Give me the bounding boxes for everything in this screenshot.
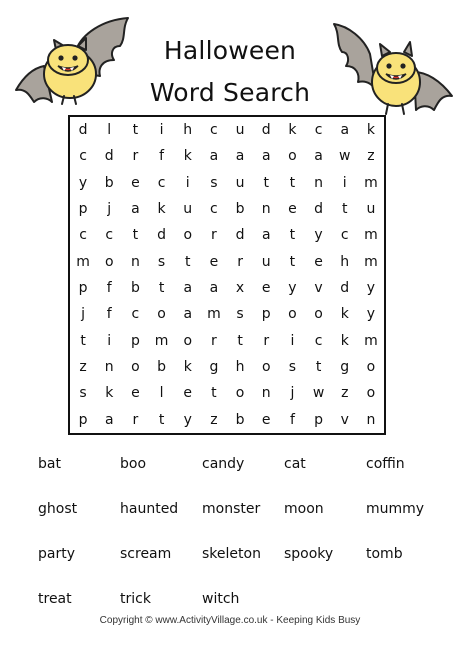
grid-letter: y xyxy=(366,280,376,297)
word-list-item: cat xyxy=(284,456,306,472)
grid-letter: a xyxy=(104,411,114,428)
grid-letter: a xyxy=(209,148,219,165)
grid-letter: n xyxy=(130,253,140,270)
grid-letter: l xyxy=(107,122,112,139)
grid-letter: t xyxy=(184,253,191,270)
grid-letter: r xyxy=(211,332,217,349)
grid-letter: o xyxy=(366,385,376,402)
grid-letter: a xyxy=(261,148,271,165)
grid-letter: i xyxy=(342,174,347,191)
grid-letter: e xyxy=(209,253,219,270)
grid-letter: d xyxy=(235,227,245,244)
grid-letter: u xyxy=(183,201,193,218)
grid-letter: l xyxy=(159,385,164,402)
grid-letter: k xyxy=(157,201,166,218)
grid-letter: m xyxy=(364,332,378,349)
grid-letter: r xyxy=(237,253,243,270)
word-list-item: boo xyxy=(120,456,147,472)
grid-letter: h xyxy=(235,359,245,376)
grid-letter: e xyxy=(131,174,140,191)
grid-letter: t xyxy=(211,385,217,402)
word-list-item: witch xyxy=(202,591,240,607)
grid-letter: n xyxy=(261,385,271,402)
grid-letter: d xyxy=(314,201,324,218)
grid-letter: d xyxy=(78,122,88,139)
page-title-line-2: Word Search xyxy=(149,78,311,107)
word-list-item: coffin xyxy=(366,456,405,472)
grid-letter: j xyxy=(81,306,86,323)
grid-letter: o xyxy=(131,359,140,376)
grid-letter: o xyxy=(183,332,193,349)
grid-letter: a xyxy=(261,227,271,244)
word-list-item: party xyxy=(38,546,75,562)
grid-letter: o xyxy=(235,385,245,402)
grid-letter: k xyxy=(366,122,375,139)
grid-letter: o xyxy=(261,359,271,376)
grid-letter: t xyxy=(158,411,165,428)
bat-illustration-right xyxy=(330,14,456,124)
grid-letter: c xyxy=(314,332,323,349)
grid-letter: a xyxy=(235,148,245,165)
grid-letter: c xyxy=(314,122,323,139)
grid-letter: k xyxy=(340,332,349,349)
grid-letter: f xyxy=(106,306,112,323)
grid-letter: s xyxy=(288,359,297,376)
grid-letter: d xyxy=(104,148,114,165)
grid-letter: t xyxy=(237,332,243,349)
grid-letter: j xyxy=(290,385,295,402)
grid-letter: a xyxy=(131,201,140,218)
word-list-item: trick xyxy=(120,591,151,607)
word-list-item: tomb xyxy=(366,546,403,562)
grid-letter: v xyxy=(340,411,349,428)
grid-letter: b xyxy=(235,411,245,428)
grid-letter: t xyxy=(158,280,165,297)
grid-letter: h xyxy=(183,122,193,139)
grid-letter: t xyxy=(289,227,296,244)
grid-letter: a xyxy=(209,280,219,297)
copyright-notice: Copyright © www.ActivityVillage.co.uk - Keeping Kids Busy xyxy=(99,615,361,626)
grid-letter: c xyxy=(210,201,218,218)
grid-letter: c xyxy=(210,122,218,139)
grid-letter: o xyxy=(366,359,376,376)
grid-letter: v xyxy=(314,280,323,297)
grid-letter: g xyxy=(340,359,350,376)
word-list-item: treat xyxy=(38,591,72,607)
grid-letter: m xyxy=(364,227,378,244)
grid-letter: t xyxy=(132,122,139,139)
grid-letter: z xyxy=(367,148,375,165)
grid-letter: b xyxy=(104,174,114,191)
grid-letter: u xyxy=(235,122,245,139)
word-list-item: haunted xyxy=(120,501,179,517)
grid-letter: e xyxy=(183,385,193,402)
grid-letter: i xyxy=(185,174,190,191)
grid-letter: y xyxy=(78,174,88,191)
grid-letter: r xyxy=(211,227,217,244)
grid-letter: m xyxy=(364,253,378,270)
grid-letter: d xyxy=(261,122,271,139)
grid-letter: i xyxy=(107,332,112,349)
grid-letter: o xyxy=(288,306,297,323)
grid-letter: s xyxy=(210,174,218,191)
grid-letter: s xyxy=(79,385,87,402)
word-list-item: spooky xyxy=(284,546,334,562)
grid-letter: s xyxy=(236,306,244,323)
word-list-item: moon xyxy=(284,501,324,517)
grid-letter: c xyxy=(105,227,114,244)
grid-letter: i xyxy=(290,332,295,349)
grid-letter: e xyxy=(314,253,323,270)
grid-letter: r xyxy=(132,411,139,428)
word-list-item: bat xyxy=(38,456,61,472)
grid-letter: t xyxy=(341,201,348,218)
grid-letter: y xyxy=(183,411,192,428)
grid-letter: p xyxy=(78,201,88,218)
grid-letter: a xyxy=(183,306,193,323)
grid-letter: s xyxy=(157,253,166,270)
grid-letter: c xyxy=(79,227,87,244)
grid-letter: k xyxy=(288,122,297,139)
grid-letter: k xyxy=(183,359,192,376)
grid-letter: o xyxy=(157,306,166,323)
grid-letter: j xyxy=(107,201,112,218)
grid-letter: z xyxy=(210,411,218,428)
grid-letter: u xyxy=(261,253,271,270)
word-list-item: candy xyxy=(202,456,245,472)
word-list-item: skeleton xyxy=(202,546,261,562)
grid-letter: k xyxy=(183,148,192,165)
grid-letter: t xyxy=(80,332,86,349)
grid-letter: h xyxy=(340,253,350,270)
word-list-item: scream xyxy=(120,546,172,562)
grid-letter: b xyxy=(130,280,140,297)
grid-letter: p xyxy=(78,411,88,428)
grid-letter: e xyxy=(261,411,271,428)
grid-letter: f xyxy=(289,411,295,428)
grid-letter: t xyxy=(315,359,322,376)
word-list-item: ghost xyxy=(38,501,78,517)
grid-letter: k xyxy=(340,306,349,323)
grid-letter: f xyxy=(159,148,165,165)
grid-letter: m xyxy=(364,174,378,191)
page-title-line-1: Halloween xyxy=(163,36,297,65)
grid-letter: d xyxy=(340,280,350,297)
grid-letter: o xyxy=(183,227,193,244)
grid-letter: g xyxy=(209,359,219,376)
grid-letter: y xyxy=(314,227,323,244)
grid-letter: i xyxy=(159,122,164,139)
grid-letter: p xyxy=(130,332,140,349)
grid-letter: m xyxy=(76,253,90,270)
grid-letter: n xyxy=(314,174,323,191)
grid-letter: w xyxy=(339,148,351,165)
grid-letter: f xyxy=(106,280,112,297)
grid-letter: a xyxy=(314,148,323,165)
grid-letter: z xyxy=(79,359,87,376)
grid-letter: u xyxy=(235,174,245,191)
grid-letter: n xyxy=(261,201,271,218)
word-list-item: monster xyxy=(202,501,261,517)
grid-letter: p xyxy=(314,411,324,428)
grid-letter: d xyxy=(157,227,167,244)
grid-letter: n xyxy=(366,411,376,428)
letter-grid xyxy=(68,115,386,435)
grid-letter: w xyxy=(312,385,325,402)
grid-letter: a xyxy=(183,280,193,297)
grid-letter: o xyxy=(314,306,323,323)
grid-letter: b xyxy=(157,359,167,376)
grid-letter: y xyxy=(288,280,297,297)
word-list-item: mummy xyxy=(366,501,425,517)
grid-letter: c xyxy=(340,227,349,244)
grid-letter: c xyxy=(79,148,87,165)
grid-letter: p xyxy=(78,280,88,297)
grid-letter: z xyxy=(341,385,349,402)
grid-letter: t xyxy=(289,174,296,191)
grid-letter: m xyxy=(207,306,221,323)
grid-letter: b xyxy=(235,201,245,218)
grid-letter: e xyxy=(288,201,297,218)
grid-letter: y xyxy=(366,306,376,323)
grid-letter: c xyxy=(131,306,140,323)
grid-letter: a xyxy=(340,122,350,139)
grid-letter: r xyxy=(263,332,270,349)
grid-letter: t xyxy=(263,174,269,191)
grid-letter: e xyxy=(131,385,140,402)
grid-letter: r xyxy=(132,148,139,165)
grid-letter: x xyxy=(235,280,245,297)
grid-letter: c xyxy=(157,174,166,191)
grid-letter: t xyxy=(132,227,139,244)
grid-letter: p xyxy=(261,306,271,323)
grid-letter: m xyxy=(154,332,169,349)
grid-letter: e xyxy=(261,280,271,297)
grid-letter: o xyxy=(104,253,114,270)
word-list xyxy=(38,448,448,618)
grid-letter: n xyxy=(104,359,114,376)
grid-letter: u xyxy=(366,201,376,218)
grid-letter: t xyxy=(289,253,296,270)
grid-letter: o xyxy=(288,148,297,165)
grid-letter: k xyxy=(105,385,114,402)
